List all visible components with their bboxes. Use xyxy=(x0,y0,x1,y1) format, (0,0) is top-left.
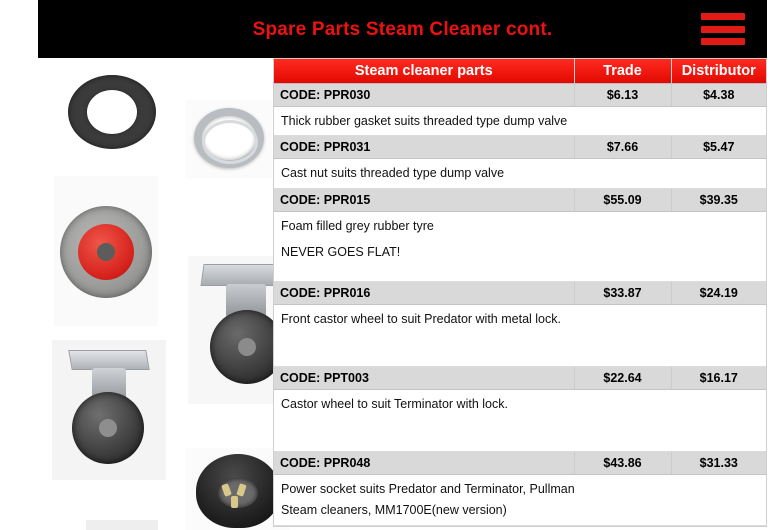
distributor-price: $39.35 xyxy=(671,189,766,212)
trade-price: $33.87 xyxy=(574,282,671,305)
table-row xyxy=(274,189,766,212)
description-line: Cast nut suits threaded type dump valve xyxy=(281,166,505,181)
hamburger-bar-3 xyxy=(701,38,745,45)
description-line: Front castor wheel to suit Predator with metal lock. xyxy=(281,312,561,326)
table-row xyxy=(274,474,766,525)
description-line: Power socket suits Predator and Terminator, Pullman xyxy=(281,481,575,496)
cast-nut-photo xyxy=(186,100,272,178)
description-line: NEVER GOES FLAT! xyxy=(281,245,401,260)
spare-parts-table xyxy=(274,59,766,526)
part-description xyxy=(274,159,766,189)
spare-parts-table-container xyxy=(273,58,767,527)
grey-rubber-tyre-photo xyxy=(54,176,158,326)
table-row xyxy=(274,389,766,451)
right-gutter xyxy=(767,0,775,472)
page-header xyxy=(38,0,767,58)
gasket-hole-shape xyxy=(87,90,137,134)
table-row xyxy=(274,136,766,159)
part-description xyxy=(274,106,766,136)
trade-price: $22.64 xyxy=(574,366,671,389)
trade-price: $6.13 xyxy=(574,83,671,106)
castor-wheel-lock-photo xyxy=(52,340,166,480)
left-gutter xyxy=(0,0,38,472)
distributor-price: $31.33 xyxy=(671,451,766,474)
table-row xyxy=(274,106,766,136)
table-header-row xyxy=(274,59,766,83)
hamburger-bar-1 xyxy=(701,13,745,20)
distributor-price: $4.38 xyxy=(671,83,766,106)
product-photo-column xyxy=(38,58,273,472)
hamburger-menu-icon[interactable] xyxy=(701,13,745,45)
trade-price: $55.09 xyxy=(574,189,671,212)
table-body xyxy=(274,83,766,525)
description-line: Steam cleaners, MM1700E(new version) xyxy=(281,502,507,517)
part-description xyxy=(274,474,766,525)
table-row xyxy=(274,83,766,106)
part-code: CODE: PPR030 xyxy=(274,83,574,106)
description-line: Foam filled grey rubber tyre xyxy=(281,219,434,234)
part-description xyxy=(274,305,766,367)
description-line: Castor wheel to suit Terminator with lock. xyxy=(281,396,508,411)
table-row xyxy=(274,212,766,282)
table-row xyxy=(274,366,766,389)
part-description xyxy=(274,212,766,282)
distributor-price: $16.17 xyxy=(671,366,766,389)
page-title: Spare Parts Steam Cleaner cont. xyxy=(252,19,553,40)
table-row xyxy=(274,159,766,189)
castor2-wheel-hub-shape xyxy=(99,419,117,437)
table-row xyxy=(274,451,766,474)
column-header-trade: Trade xyxy=(574,59,671,83)
partial-photo-bottom-edge xyxy=(86,520,158,530)
column-header-parts: Steam cleaner parts xyxy=(274,59,574,83)
distributor-price: $5.47 xyxy=(671,136,766,159)
distributor-price: $24.19 xyxy=(671,282,766,305)
table-row xyxy=(274,305,766,367)
castor-wheel-hub-shape xyxy=(238,338,256,356)
part-code: CODE: PPT003 xyxy=(274,366,574,389)
castor2-top-plate-shape xyxy=(68,350,150,370)
column-header-distributor: Distributor xyxy=(671,59,766,83)
table-header xyxy=(274,59,766,83)
hamburger-bar-2 xyxy=(701,26,745,33)
part-description xyxy=(274,389,766,451)
trade-price: $43.86 xyxy=(574,451,671,474)
socket-pin-3-shape xyxy=(231,496,238,508)
part-code: CODE: PPR016 xyxy=(274,282,574,305)
part-code: CODE: PPR015 xyxy=(274,189,574,212)
trade-price: $7.66 xyxy=(574,136,671,159)
part-code: CODE: PPR048 xyxy=(274,451,574,474)
table-row xyxy=(274,282,766,305)
tyre-hub-center-shape xyxy=(97,243,115,261)
rubber-gasket-photo xyxy=(58,67,164,157)
cast-nut-inner-shape xyxy=(202,120,258,164)
description-line: Thick rubber gasket suits threaded type dump valve xyxy=(281,113,568,128)
part-code: CODE: PPR031 xyxy=(274,136,574,159)
